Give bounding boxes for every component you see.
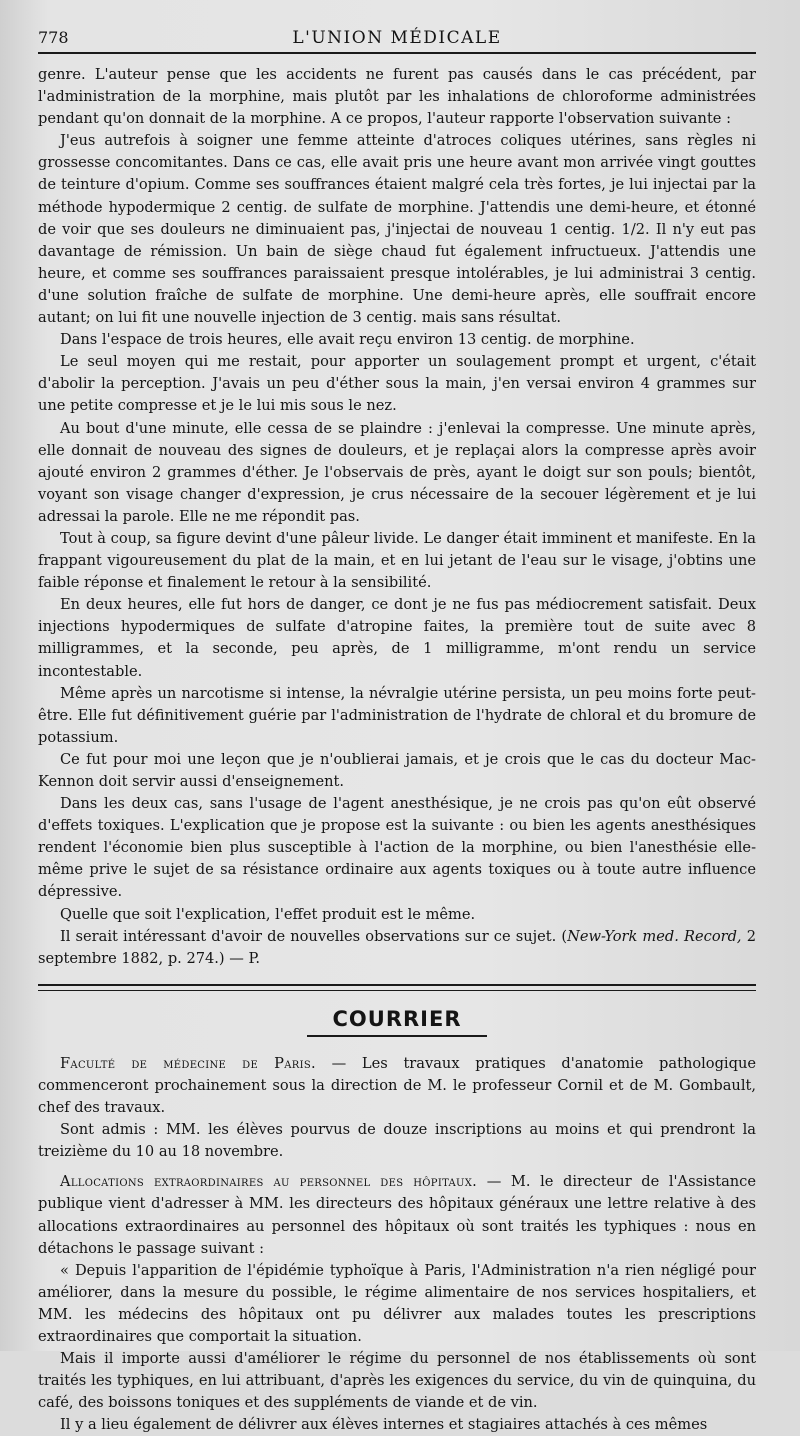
- paragraph: Dans l'espace de trois heures, elle avait reçu environ 13 centig. de morphine.: [60, 331, 635, 349]
- running-title: L'UNION MÉDICALE: [292, 28, 502, 48]
- paragraph: Ce fut pour moi une leçon que je n'oublierai jamais, et je crois que le cas du docteur Mac-Kennon doit servir aussi d'enseignement.: [38, 750, 756, 790]
- admis-paragraph: Sont admis : MM. les élèves pourvus de douze inscriptions au moins et qui prendront la treizième du 10 au 18 novembre.: [38, 1121, 756, 1161]
- paragraph: Dans les deux cas, sans l'usage de l'agent anesthésique, je ne crois pas qu'on eût observé d'effets toxiques. L'explication que je propose est la suivante : ou bien les agents anesthésiques rendent l'économie bien plus susceptible à l'action de la morphine, ou bien l'anesthésie elle-même prive le sujet de sa résistance ordinaire aux agents toxiques ou à toute autre influence dépressive.: [38, 795, 756, 901]
- closing-paragraph: [38, 926, 756, 970]
- paragraph: Quelle que soit l'explication, l'effet produit est le même.: [60, 905, 476, 923]
- page-number: 778: [38, 28, 69, 47]
- paragraph: Au bout d'une minute, elle cessa de se plaindre : j'enlevai la compresse. Une minute après, elle donnait de nouveau des signes de douleurs, et je replaçai alors la compresse après avoir ajouté environ 2 grammes d'éther. Je l'observais de près, ayant le doigt sur son pouls; bientôt, voyant son visage changer d'expression, je crus nécessaire de la secouer légèrement et je lui adressai la parole. Elle ne me répondit pas.: [38, 419, 756, 525]
- paragraph: Le seul moyen qui me restait, pour apporter un soulagement prompt et urgent, c'était d'abolir la perception. J'avais un peu d'éther sous la main, j'en versai environ 4 grammes sur une petite compresse et je le lui mis sous le nez.: [38, 353, 756, 415]
- allocations-text: — M. le directeur de l'Assistance publique vient d'adresser à MM. les directeurs des hôpitaux généraux une lettre relative à des allocations extraordinaires au personnel des hôpitaux où sont traités les typhiques : nous en détachons le passage suivant :: [38, 1173, 756, 1257]
- quote-paragraph: Mais il importe aussi d'améliorer le régime du personnel de nos établissements où sont traités les typhiques, en lui attribuant, d'après les exigences du service, du vin de quinquina, du café, des boissons toniques et des suppléments de viande et de vin.: [38, 1350, 756, 1412]
- section-title: COURRIER: [332, 1006, 462, 1031]
- closing-tail: 2 septembre 1882, p. 274.) — P.: [38, 927, 756, 967]
- article-body: [38, 64, 756, 970]
- allocations-paragraph: [38, 1171, 756, 1259]
- quote-paragraph: « Depuis l'apparition de l'épidémie typhoïque à Paris, l'Administration n'a rien négligé pour améliorer, dans la mesure du possible, le régime alimentaire de nos services hospitaliers, et MM. les médecins des hôpitaux ont pu délivrer aux malades toutes les prescriptions extraordinaires que comportait la situation.: [38, 1261, 756, 1345]
- courrier-body: [38, 1053, 756, 1436]
- paragraph: En deux heures, elle fut hors de danger, ce dont je ne fus pas médiocrement satisfait. Deux injections hypodermiques de sulfate d'atropine faites, la première tout de suite avec 8 milligrammes, et la seconde, peu après, de 1 milligramme, m'ont rendu un service incontestable.: [38, 596, 756, 680]
- quote-paragraph: Il y a lieu également de délivrer aux élèves internes et stagiaires attachés à ces mêmes: [60, 1416, 708, 1434]
- title-rule: [307, 1035, 487, 1037]
- paragraph: J'eus autrefois à soigner une femme atteinte d'atroces coliques utérines, sans règles ni grossesse concomitantes. Dans ce cas, elle avait pris une heure avant mon arrivée vingt gouttes de teinture d'opium. Comme ses souffrances étaient malgré cela très fortes, je lui injectai par la méthode hypodermique 2 centig. de sulfate de morphine. J'attendis une demi-heure, et étonné de voir que ses douleurs ne diminuaient pas, j'injectai de nouveau 1 centig. 1/2. Il n'y eut pas davantage de rémission. Un bain de siège chaud fut également infructueux. J'attendis une heure, et comme ses souffrances paraissaient presque intolérables, je lui administrai 3 centig. d'une solution fraîche de sulfate de morphine. Une demi-heure après, elle souffrait encore autant; on lui fit une nouvelle injection de 3 centig. mais sans résultat.: [38, 132, 756, 327]
- paragraph: Tout à coup, sa figure devint d'une pâleur livide. Le danger était imminent et manifeste. En la frappant vigoureusement du plat de la main, et en lui jetant de l'eau sur le visage, j'obtins une faible réponse et finalement le retour à la sensibilité.: [38, 529, 756, 592]
- faculte-text: — Les travaux pratiques d'anatomie pathologique commenceront prochainement sous la direction de M. le professeur Cornil et de M. Gombault, chef des travaux.: [38, 1054, 756, 1117]
- allocations-heading: Allocations extraordinaires au personnel des hôpitaux.: [60, 1173, 478, 1191]
- paragraph: genre. L'auteur pense que les accidents ne furent pas causés dans le cas précédent, par l'administration de la morphine, mais plutôt par les inhalations de chloroforme administrées pendant qu'on donnait de la morphine. A ce propos, l'auteur rapporte l'observation suivante :: [38, 66, 756, 128]
- source-citation: New-York med. Record,: [567, 927, 742, 945]
- closing-text: Il serait intéressant d'avoir de nouvelles observations sur ce sujet. (: [60, 927, 568, 945]
- page-header: [38, 22, 756, 54]
- faculte-heading: Faculté de médecine de Paris.: [60, 1054, 316, 1072]
- faculte-paragraph: [38, 1053, 756, 1119]
- section-divider: [38, 984, 756, 991]
- paragraph: Même après un narcotisme si intense, la névralgie utérine persista, un peu moins forte peut-être. Elle fut définitivement guérie par l'administration de l'hydrate de chloral et du bromure de potassium.: [38, 684, 756, 746]
